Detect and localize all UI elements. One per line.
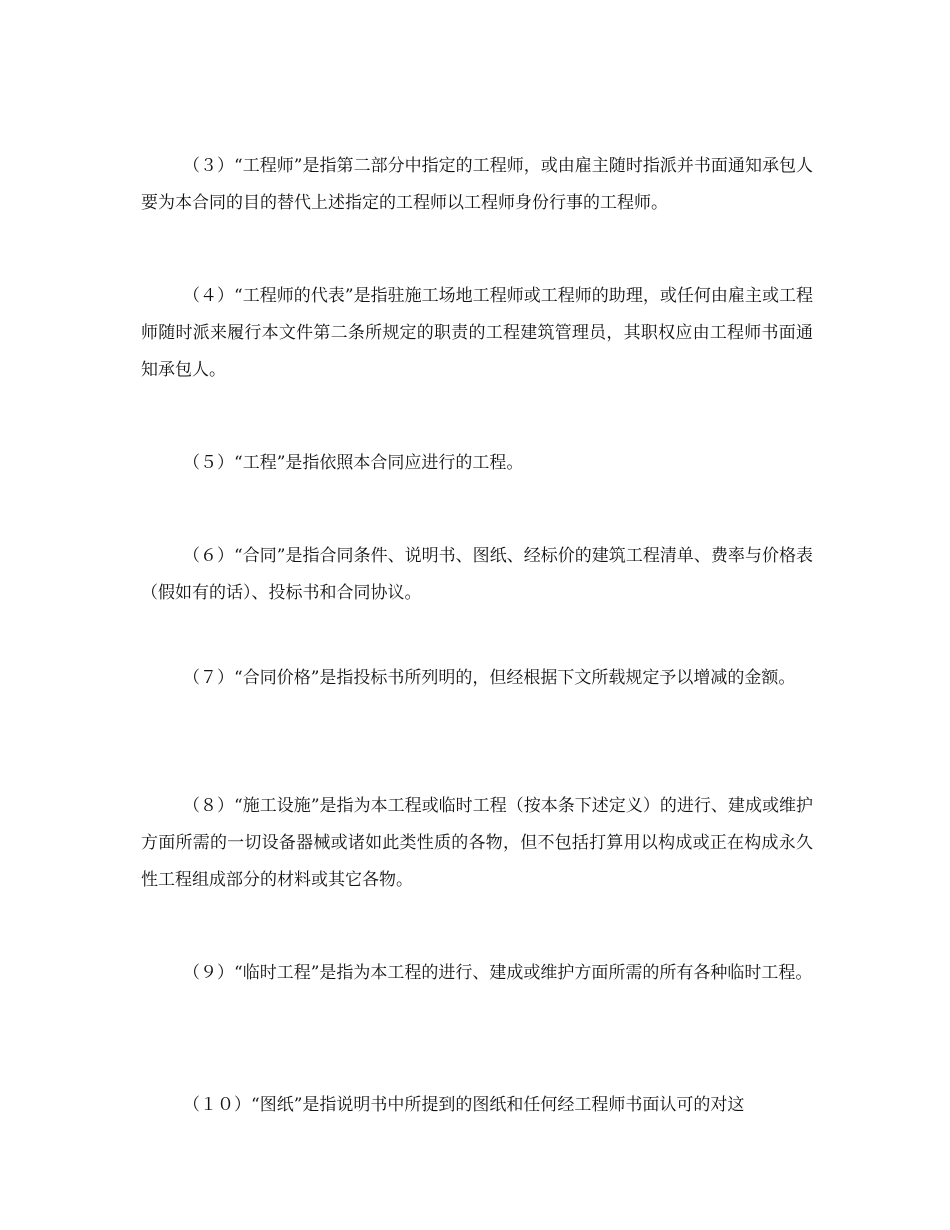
clause-6: （６）“合同”是指合同条件、说明书、图纸、经标价的建筑工程清单、费率与价格表（假如有的话）、投标书和合同协议。 xyxy=(141,546,813,603)
clause-4: （４）“工程师的代表”是指驻施工场地工程师或工程师的助理，或任何由雇主或工程师随时派来履行本文件第二条所规定的职责的工程建筑管理员，其职权应由工程师书面通知承包人。 xyxy=(141,286,813,380)
clause-7: （７）“合同价格”是指投标书所列明的，但经根据下文所载规定予以增减的金额。 xyxy=(183,668,796,688)
clause-8: （８）“施工设施”是指为本工程或临时工程（按本条下述定义）的进行、建成或维护方面所需的一切设备器械或诸如此类性质的各物，但不包括打算用以构成或正在构成永久性工程组成部分的材料或其它各物。 xyxy=(141,796,813,890)
clause-9: （９）“临时工程”是指为本工程的进行、建成或维护方面所需的所有各种临时工程。 xyxy=(183,963,813,983)
clause-10: （１０）“图纸”是指说明书中所提到的图纸和任何经工程师书面认可的对这 xyxy=(183,1095,745,1115)
clause-5: （５）“工程”是指依照本合同应进行的工程。 xyxy=(183,453,524,473)
clause-3: （３）“工程师”是指第二部分中指定的工程师，或由雇主随时指派并书面通知承包人要为本合同的目的替代上述指定的工程师以工程师身份行事的工程师。 xyxy=(141,156,813,213)
